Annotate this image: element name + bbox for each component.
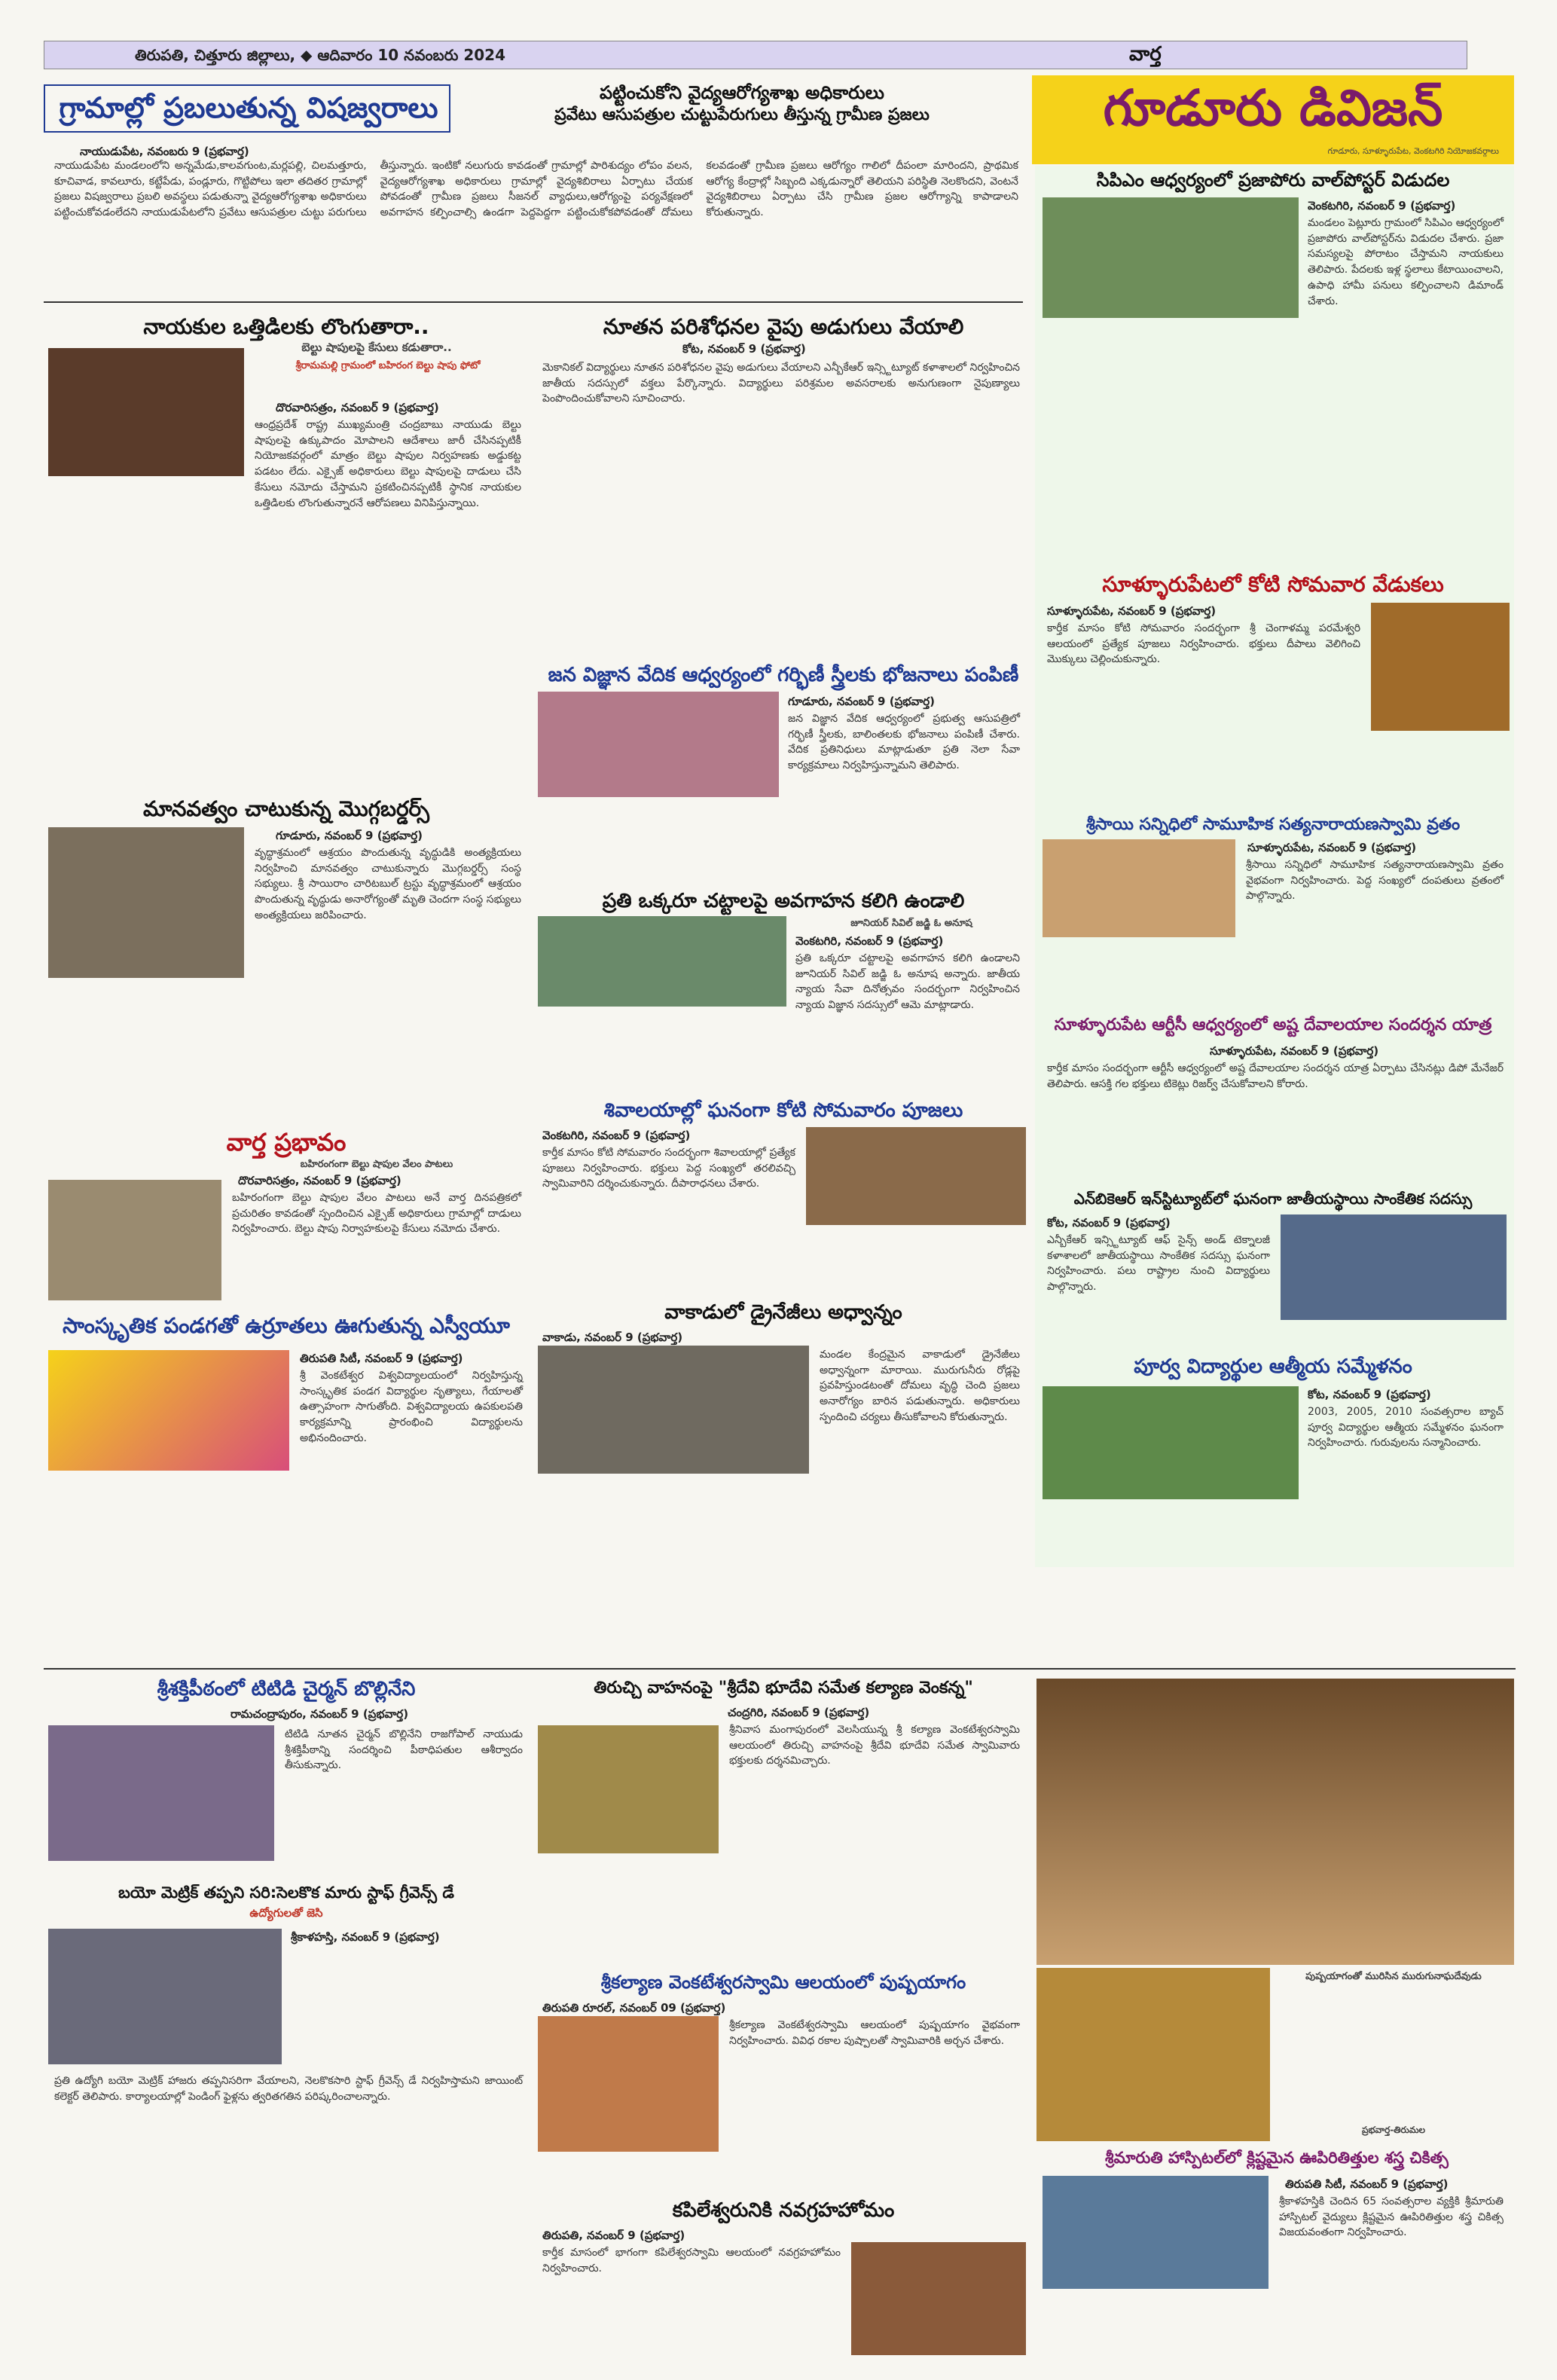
s2-title: వార్త ప్రభావం: [226, 1128, 347, 1156]
paper-name: వార్త: [1129, 43, 1162, 66]
s16-sub: ఉద్యోగులతో జెసి: [249, 1906, 323, 1920]
s6-body: ప్రతి ఒక్కరూ చట్టాలపై అవగాహన కలిగి ఉండాలని జూనియర్ సివిల్ జడ్జి ఓ అనూష అన్నారు. జాతీయ న్యాయ సేవా దినోత్సవం సందర్భంగా నిర్వహించిన న్యాయ విజ్ఞాన సదస్సులో ఆమె మాట్లాడారు.: [795, 952, 1020, 1012]
date-line: తిరుపతి, చిత్తూరు జిల్లాలు, ◆ ఆదివారం 10 నవంబరు 2024: [135, 46, 505, 64]
s7-dateline: వెంకటగిరి, నవంబర్ 9 (ప్రభవార్త): [542, 1129, 691, 1142]
s10-title: సూళ్ళూరుపేటలో కోటి సోమవార వేడుకలు: [1102, 572, 1444, 597]
s0-dateline: దొరవారిసత్రం, నవంబర్ 9 (ప్రభవార్త): [276, 401, 439, 414]
s18-title: శ్రీకల్యాణ వెంకటేశ్వరస్వామి ఆలయంలో పుష్పయాగం: [600, 1972, 966, 1993]
s18-photo: [538, 2016, 719, 2152]
s14-dateline: కోట, నవంబర్ 9 (ప్రభవార్త): [1308, 1388, 1431, 1401]
s18-dateline: తిరుపతి రూరల్, నవంబర్ 09 (ప్రభవార్త): [542, 2001, 726, 2015]
s10-dateline: సూళ్ళూరుపేట, నవంబర్ 9 (ప్రభవార్త): [1047, 604, 1217, 618]
s2-sub: బహిరంగంగా బెల్టు షాపుల వేలం పాటలు: [300, 1159, 453, 1170]
s16-dateline: శ్రీకాళహస్తి, నవంబర్ 9 (ప్రభవార్త): [291, 1930, 440, 1944]
s7-title: శివాలయాల్లో ఘనంగా కోటి సోమవారం పూజలు: [603, 1099, 963, 1122]
s7-photo: [806, 1127, 1026, 1225]
flower-photo: [1036, 1968, 1270, 2141]
lead-rule: [44, 301, 1023, 303]
s13-dateline: కోట, నవంబర్ 9 (ప్రభవార్త): [1047, 1216, 1171, 1230]
s13-photo: [1281, 1214, 1507, 1320]
s5-body: జన విజ్ఞాన వేదిక ఆధ్వర్యంలో ప్రభుత్వ ఆసుపత్రిలో గర్భిణీ స్త్రీలకు, బాలింతలకు భోజనాలు పంపిణీ చేశారు. వేదిక ప్రతినిధులు మాట్లాడుతూ ప్రతి నెలా సేవా కార్యక్రమాలు నిర్వహిస్తున్నామని తెలిపారు.: [788, 713, 1020, 772]
s2-dateline: దొరవారిసత్రం, నవంబర్ 9 (ప్రభవార్త): [238, 1174, 401, 1187]
s20-title: శ్రీమారుతి హాస్పిటల్‌లో క్లిష్టమైన ఊపిరితిత్తుల శస్త్ర చికిత్స: [1105, 2149, 1449, 2167]
temple-photo: [1036, 1679, 1514, 1965]
s17-photo: [538, 1725, 719, 1853]
s16-body: ప్రతి ఉద్యోగి బయో మెట్రిక్ హాజరు తప్పనిసరిగా వేయాలని, నెలకొకసారి స్టాఫ్ గ్రీవెన్స్ డే నిర్వహిస్తామని జాయింట్ కలెక్టర్ తెలిపారు. కార్యాలయాల్లో పెండింగ్ ఫైళ్లను త్వరితగతిన పరిష్కరించాలన్నారు.: [54, 2075, 523, 2103]
s8-body: మండల కేంద్రమైన వాకాడులో డ్రైనేజీలు అధ్వాన్నంగా మారాయి. మురుగునీరు రోడ్లపై ప్రవహిస్తుండటంతో దోమలు వృద్ధి చెంది ప్రజలు అనారోగ్యం బారిన పడుతున్నారు. అధికారులు స్పందించి చర్యలు తీసుకోవాలని కోరుతున్నారు.: [820, 1349, 1020, 1423]
s8-dateline: వాకాడు, నవంబర్ 9 (ప్రభవార్త): [542, 1331, 683, 1344]
s1-title: మానవత్వం చాటుకున్న మొగ్గబర్డర్స్: [143, 796, 429, 821]
s4-title: నూతన పరిశోధనల వైపు అడుగులు వేయాలి: [603, 314, 964, 339]
s17-title: తిరుచ్చి వాహనంపై "శ్రీదేవి భూదేవి సమేత కల్యాణ వెంకన్న": [594, 1679, 973, 1697]
lead-title2: పట్టించుకోని వైద్యఆరోగ్యశాఖ అధికారులు: [599, 82, 884, 103]
s4-dateline: కోట, నవంబర్ 9 (ప్రభవార్త): [682, 342, 806, 356]
s0-sub: బెల్టు షాపులపై కేసులు కడుతారా..: [301, 341, 452, 354]
s15-title: శ్రీశక్తిపీఠంలో టిటిడి చైర్మన్ బొల్లినేని: [157, 1678, 416, 1700]
division-title: గూడూరు డివిజన్: [1103, 79, 1443, 137]
s19-photo: [851, 2242, 1026, 2355]
s0-photo: [48, 348, 244, 476]
s17-body: శ్రీనివాస మంగాపురంలో వెలసియున్న శ్రీ కల్యాణ వెంకటేశ్వరస్వామి ఆలయంలో తిరుచ్చి వాహనంపై శ్రీదేవి భూదేవి సమేత స్వామివారు భక్తులకు దర్శనమిచ్చారు.: [729, 1724, 1020, 1767]
s10-body: కార్తీక మాసం కోటి సోమవారం సందర్భంగా శ్రీ చెంగాళమ్మ పరమేశ్వరి ఆలయంలో ప్రత్యేక పూజలు నిర్వహించారు. భక్తులు దీపాలు వెలిగించి మొక్కులు చెల్లించుకున్నారు.: [1047, 622, 1360, 666]
s11-title: శ్రీసాయి సన్నిధిలో సామూహిక సత్యనారాయణస్వామి వ్రతం: [1085, 815, 1461, 834]
s12-title: సూళ్ళూరుపేట ఆర్టీసీ ఆధ్వర్యంలో అష్ట దేవాలయాల సందర్శన యాత్ర: [1054, 1016, 1492, 1034]
s3-photo: [48, 1350, 289, 1471]
s13-title: ఎన్‌బికెఆర్ ఇన్‌స్టిట్యూట్‌లో ఘనంగా జాతీయస్థాయి సాంకేతిక సదస్సు: [1073, 1190, 1473, 1208]
s16-title: బయో మెట్రిక్ తప్పని సరి:సెలకొక మారు స్టాఫ్ గ్రీవెన్స్ డే: [118, 1884, 454, 1902]
s1-dateline: గూడూరు, నవంబర్ 9 (ప్రభవార్త): [276, 829, 423, 842]
lead-title-box: [44, 84, 450, 133]
division-sub: గూడూరు, సూళ్ళూరుపేట, వెంకటగిరి నియోజకవర్గాలు: [1327, 146, 1499, 156]
s7-body: కార్తీక మాసం కోటి సోమవారం సందర్భంగా శివాలయాల్లో ప్రత్యేక పూజలు నిర్వహించారు. భక్తులు పెద్ద సంఖ్యలో తరలివచ్చి స్వామివారిని దర్శించుకున్నారు. దీపారాధనలు చేశారు.: [542, 1147, 795, 1190]
s12-dateline: సూళ్ళూరుపేట, నవంబర్ 9 (ప్రభవార్త): [1210, 1044, 1379, 1058]
s9-title: సిపిఎం ఆధ్వర్యంలో ప్రజాపోరు వాల్‌పోస్టర్ విడుదల: [1096, 170, 1450, 191]
s0-sub2: శ్రీరామమల్లి గ్రామంలో బహిరంగ బెల్టు షాపు ఫోటో: [295, 360, 481, 371]
lead-title3: ప్రవేటు ఆసుపత్రుల చుట్టుపేరుగులు తీస్తున్న గ్రామీణ ప్రజలు: [554, 105, 930, 124]
s3-title: సాంస్కృతిక పండగతో ఉర్రూతలు ఊగుతున్న ఎస్వీయూ: [63, 1313, 510, 1338]
s15-dateline: రామచంద్రాపురం, నవంబర్ 9 (ప్రభవార్త): [230, 1707, 409, 1721]
s6-dateline: వెంకటగిరి, నవంబర్ 9 (ప్రభవార్త): [795, 934, 944, 948]
lead-dateline: నాయుడుపేట, నవంబరు 9 (ప్రభవార్త): [80, 145, 249, 158]
lead-body: నాయుడుపేట మండలంలోని అన్నమేడు,కాలవగుంట,మర్లపల్లి, చిలమత్తూరు, కూచివాడ, కావలూరు, కట్టేపేడు, పండ్లూరు, గొట్టిపోలు ఇలా తదితర గ్రామాల్లో ప్రజలు విషజ్వరాలు ప్రబలి అవస్థలు పడుతున్నా వైద్యఆరోగ్యశాఖ అధికారులు పట్టించుకోవడంలేదని నాయుడుపేటలోని ప్రవేటు ఆసుపత్రుల చుట్టు పరుగులు తీస్తున్నారు. ఇంటికో నలుగురు కావడంతో గ్రామాల్లో పారిశుద్యం లోపం వలన, వైద్యఆరోగ్యశాఖ అధికారులు గ్రామాల్లో వైద్యశిబిరాలు ఏర్పాటు చేయక పోవడంతో గ్రామీణ ప్రజలు సీజనల్ వ్యాధులు,ఆరోగ్యంపై పర్యవేక్షణలో అవగాహన కల్పించాల్సి ఉండగా పెద్దపెద్దగా పట్టించుకోకపోవడంతో దోమలు కలవడంతో గ్రామీణ ప్రజలు ఆరోగ్యం గాలిలో దీపంలా మారిందని, ప్రాథమిక ఆరోగ్య కేంద్రాల్లో సిబ్బంది ఎక్కడున్నారో తెలియని పరిస్థితి నెలకొందని, వెంటనే వైద్యశిబిరాలు ఏర్పాటు చేసి గ్రామీణ ప్రజల ఆరోగ్యాన్ని కాపాడాలని కోరుతున్నారు.: [54, 160, 1018, 219]
s13-body: ఎన్బీకేఆర్ ఇన్స్టిట్యూట్ ఆఫ్ సైన్స్ అండ్ టెక్నాలజీ కళాశాలలో జాతీయస్థాయి సాంకేతిక సదస్సు ఘనంగా నిర్వహించారు. పలు రాష్ట్రాల నుంచి విద్యార్థులు పాల్గొన్నారు.: [1047, 1234, 1270, 1294]
s8-photo: [538, 1346, 809, 1474]
bottom-rule: [44, 1668, 1516, 1670]
s9-photo: [1043, 197, 1299, 318]
s16-photo: [48, 1929, 282, 2064]
s8-title: వాకాడులో డ్రైనేజీలు అధ్వాన్నం: [664, 1301, 902, 1324]
lead-title: గ్రామాల్లో ప్రబలుతున్న విషజ్వరాలు: [59, 91, 438, 124]
s9-body: మండలం పెట్లూరు గ్రామంలో సిపిఎం ఆధ్వర్యంలో ప్రజాపోరు వాల్‌పోస్టర్‌ను విడుదల చేశారు. ప్రజా సమస్యలపై పోరాటం చేస్తామని నాయకులు తెలిపారు. పేదలకు ఇళ్ల స్థలాలు కేటాయించాలని, ఉపాధి హామీ పనులు కల్పించాలని డిమాండ్ చేశారు.: [1308, 217, 1504, 307]
s14-title: పూర్వ విద్యార్థుల ఆత్మీయ సమ్మేళనం: [1134, 1355, 1412, 1378]
s14-photo: [1043, 1386, 1299, 1499]
s18-body: శ్రీకల్యాణ వెంకటేశ్వరస్వామి ఆలయంలో పుష్పయాగం వైభవంగా నిర్వహించారు. వివిధ రకాల పుష్పాలతో స్వామివారికి అర్చన చేశారు.: [729, 2019, 1020, 2047]
s0-body: ఆంధ్రప్రదేశ్ రాష్ట్ర ముఖ్యమంత్రి చంద్రబాబు నాయుడు బెల్టు షాపులపై ఉక్కుపాదం మోపాలని ఆదేశాలు జారీ చేసినప్పటికీ నియోజకవర్గంలో మాత్రం బెల్టు షాపుల నిర్వహణకు అడ్డుకట్ట పడటం లేదు. ఎక్సైజ్ అధికారులు బెల్టు షాపులపై దాడులు చేసి కేసులు నమోదు చేస్తామని ప్రకటించినప్పటికీ స్థానిక నాయకుల ఒత్తిడిలకు లొంగుతున్నారనే ఆరోపణలు వినిపిస్తున్నాయి.: [255, 419, 521, 509]
s5-dateline: గూడూరు, నవంబర్ 9 (ప్రభవార్త): [788, 695, 935, 708]
s19-title: కపిలేశ్వరునికి నవగ్రహహోమం: [672, 2199, 895, 2222]
masthead-bar: [44, 41, 1467, 69]
s15-body: టిటిడి నూతన చైర్మన్ బొల్లినేని రాజగోపాల్ నాయుడు శ్రీశక్తిపీఠాన్ని సందర్శించి పీఠాధిపతుల ఆశీర్వాదం తీసుకున్నారు.: [285, 1728, 523, 1772]
s9-dateline: వెంకటగిరి, నవంబర్ 9 (ప్రభవార్త): [1308, 199, 1456, 212]
s11-dateline: సూళ్ళూరుపేట, నవంబర్ 9 (ప్రభవార్త): [1247, 841, 1417, 854]
s20-body: శ్రీకాళహస్తికి చెందిన 65 సంవత్సరాల వ్యక్తికి శ్రీమారుతి హాస్పిటల్ వైద్యులు క్లిష్టమైన ఊపిరితిత్తుల శస్త్ర చికిత్స విజయవంతంగా నిర్వహించారు.: [1279, 2195, 1504, 2239]
s11-photo: [1043, 839, 1235, 937]
s12-body: కార్తీక మాసం సందర్భంగా ఆర్టీసీ ఆధ్వర్యంలో అష్ట దేవాలయాల సందర్శన యాత్ర ఏర్పాటు చేసినట్లు డిపో మేనేజర్ తెలిపారు. ఆసక్తి గల భక్తులు టికెట్లు రిజర్వ్ చేసుకోవాలని కోరారు.: [1047, 1062, 1504, 1090]
s19-body: కార్తీక మాసంలో భాగంగా కపిలేశ్వరస్వామి ఆలయంలో నవగ్రహహోమం నిర్వహించారు.: [542, 2247, 841, 2275]
photo-caption-1: పుష్పయాగంతో మురిసిన మురుగునాఘదేవుడు: [1305, 1971, 1482, 1982]
s20-dateline: తిరుపతి సిటీ, నవంబర్ 9 (ప్రభవార్త): [1285, 2177, 1449, 2191]
s6-sub: జూనియర్ సివిల్ జడ్జి ఓ అనూష: [850, 918, 972, 929]
s19-dateline: తిరుపతి, నవంబర్ 9 (ప్రభవార్త): [542, 2229, 685, 2242]
s1-photo: [48, 827, 244, 978]
division-banner: [1032, 75, 1514, 164]
s3-body: శ్రీ వెంకటేశ్వర విశ్వవిద్యాలయంలో నిర్వహిస్తున్న సాంస్కృతిక పండగ విద్యార్థుల నృత్యాలు, గేయాలతో ఉత్సాహంగా సాగుతోంది. విశ్వవిద్యాలయ ఉపకులపతి కార్యక్రమాన్ని ప్రారంభించి విద్యార్థులను అభినందించారు.: [300, 1370, 523, 1444]
s2-photo: [48, 1180, 221, 1300]
s14-body: 2003, 2005, 2010 సంవత్సరాల బ్యాచ్ పూర్వ విద్యార్థుల ఆత్మీయ సమ్మేళనం ఘనంగా నిర్వహించారు. గురువులను సన్మానించారు.: [1308, 1406, 1504, 1450]
s1-body: వృద్ధాశ్రమంలో ఆశ్రయం పొందుతున్న వృద్ధుడికి అంత్యక్రియలు నిర్వహించి మానవత్వం చాటుకున్నారు మొగ్గబర్డర్స్ సంస్థ సభ్యులు. శ్రీ సాయిరాం చారిటబుల్ ట్రస్టు వృద్ధాశ్రమంలో ఆశ్రయం పొందుతున్న వృద్ధుడు అనారోగ్యంతో మృతి చెందగా సంస్థ సభ్యులు అంత్యక్రియలు జరిపించారు.: [255, 847, 521, 921]
s6-photo: [538, 916, 786, 1007]
s5-photo: [538, 692, 779, 797]
photo-credit-2: ప్రభవార్త-తిరుమల: [1361, 2125, 1426, 2135]
s10-photo: [1371, 603, 1510, 731]
s0-title: నాయకుల ఒత్తిడిలకు లొంగుతారా..: [143, 314, 429, 339]
s17-dateline: చంద్రగిరి, నవంబర్ 9 (ప్రభవార్త): [728, 1706, 870, 1719]
s4-body: మెకానికల్ విద్యార్థులు నూతన పరిశోధనల వైపు అడుగులు వేయాలని ఎన్బీకేఆర్ ఇన్స్టిట్యూట్ కళాశాలలో నిర్వహించిన జాతీయ సదస్సులో వక్తలు పేర్కొన్నారు. విద్యార్థులు పరిశ్రమల అవసరాలకు అనుగుణంగా నైపుణ్యాలు పెంపొందించుకోవాలని సూచించారు.: [542, 362, 1020, 405]
s15-photo: [48, 1725, 274, 1861]
s2-body: బహిరంగంగా బెల్టు షాపుల వేలం పాటలు అనే వార్త దినపత్రికలో ప్రచురితం కావడంతో స్పందించిన ఎక్సైజ్ అధికారులు గ్రామాల్లో దాడులు నిర్వహించారు. బెల్టు షాపు నిర్వాహకులపై కేసులు నమోదు చేశారు.: [232, 1192, 521, 1236]
s5-title: జన విజ్ఞాన వేదిక ఆధ్వర్యంలో గర్భిణీ స్త్రీలకు భోజనాలు పంపిణీ: [548, 664, 1019, 686]
s11-body: శ్రీసాయి సన్నిధిలో సామూహిక సత్యనారాయణస్వామి వ్రతం వైభవంగా నిర్వహించారు. పెద్ద సంఖ్యలో దంపతులు వ్రతంలో పాల్గొన్నారు.: [1246, 859, 1504, 903]
s20-photo: [1043, 2176, 1268, 2289]
s3-dateline: తిరుపతి సిటీ, నవంబర్ 9 (ప్రభవార్త): [300, 1352, 463, 1365]
s6-title: ప్రతి ఒక్కరూ చట్టాలపై అవగాహన కలిగి ఉండాలి: [602, 890, 965, 912]
